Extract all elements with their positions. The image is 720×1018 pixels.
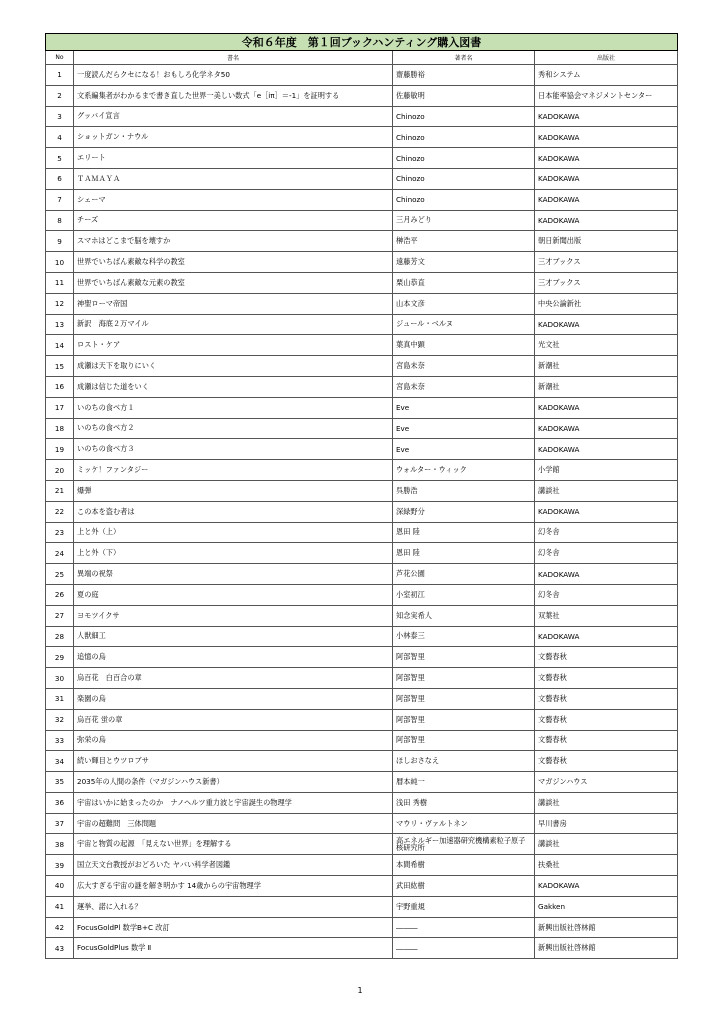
table-row [46, 397, 678, 418]
cell-author: Eve [393, 418, 535, 439]
cell-publisher: 双葉社 [535, 605, 678, 626]
cell-no: 27 [46, 605, 74, 626]
header-title: 書名 [74, 51, 393, 65]
cell-publisher: 小学館 [535, 460, 678, 481]
cell-no: 35 [46, 772, 74, 793]
table-row [46, 314, 678, 335]
table-row [46, 564, 678, 585]
table-row [46, 356, 678, 377]
cell-author: ジュール・ベルヌ [393, 314, 535, 335]
cell-author: 宇野重規 [393, 896, 535, 917]
cell-no: 11 [46, 272, 74, 293]
cell-publisher: KADOKAWA [535, 876, 678, 897]
cell-no: 21 [46, 480, 74, 501]
cell-title: 広大すぎる宇宙の謎を解き明かす 14歳からの宇宙物理学 [74, 876, 393, 897]
cell-author: ほしおさなえ [393, 751, 535, 772]
cell-publisher: 光文社 [535, 335, 678, 356]
cell-author: 榊浩平 [393, 231, 535, 252]
cell-author: 本間希樹 [393, 855, 535, 876]
cell-publisher: 幻冬舎 [535, 543, 678, 564]
cell-no: 5 [46, 148, 74, 169]
cell-publisher: 朝日新聞出版 [535, 231, 678, 252]
cell-publisher: KADOKAWA [535, 106, 678, 127]
cell-publisher: KADOKAWA [535, 314, 678, 335]
cell-publisher: 早川書房 [535, 813, 678, 834]
table-row [46, 189, 678, 210]
cell-no: 39 [46, 855, 74, 876]
cell-title: 弥栄の烏 [74, 730, 393, 751]
cell-title: 宇宙と物質の起源 「見えない世界」を理解する [74, 834, 393, 855]
table-row [46, 460, 678, 481]
cell-no: 6 [46, 168, 74, 189]
cell-title: 烏百花 蛍の章 [74, 709, 393, 730]
table-row [46, 751, 678, 772]
cell-title: シェーマ [74, 189, 393, 210]
cell-author: 武田紘樹 [393, 876, 535, 897]
cell-title: 運挙、諾に入れる？ [74, 896, 393, 917]
cell-no: 22 [46, 501, 74, 522]
table-row [46, 834, 678, 855]
header-publisher: 出版社 [535, 51, 678, 65]
cell-title: 2035年の人間の条件（マガジンハウス新書） [74, 772, 393, 793]
cell-title: 追憶の烏 [74, 647, 393, 668]
cell-title: 上と外（上） [74, 522, 393, 543]
cell-no: 34 [46, 751, 74, 772]
cell-no: 40 [46, 876, 74, 897]
cell-author: 呉勝浩 [393, 480, 535, 501]
cell-title: ＴＡＭＡＹＡ [74, 168, 393, 189]
cell-publisher: 文藝春秋 [535, 730, 678, 751]
cell-title: 世界でいちばん素敵な科学の教室 [74, 252, 393, 273]
cell-publisher: 三才ブックス [535, 252, 678, 273]
cell-publisher: KADOKAWA [535, 397, 678, 418]
table-row [46, 668, 678, 689]
cell-title: 世界でいちばん素敵な元素の教室 [74, 272, 393, 293]
cell-author: 遠藤芳文 [393, 252, 535, 273]
table-row [46, 938, 678, 959]
cell-author: 栗山恭直 [393, 272, 535, 293]
cell-publisher: 幻冬舎 [535, 522, 678, 543]
cell-title: グッバイ宣言 [74, 106, 393, 127]
cell-author: 阿部智里 [393, 647, 535, 668]
cell-no: 12 [46, 293, 74, 314]
table-row [46, 730, 678, 751]
table-row [46, 917, 678, 938]
table-row [46, 688, 678, 709]
cell-no: 23 [46, 522, 74, 543]
cell-title: チーズ [74, 210, 393, 231]
cell-publisher: 中央公論新社 [535, 293, 678, 314]
cell-title: 国立天文台教授がおどろいた ヤバい科学者図鑑 [74, 855, 393, 876]
table-row [46, 65, 678, 86]
cell-publisher: KADOKAWA [535, 501, 678, 522]
page-number: 1 [357, 986, 363, 995]
cell-title: 人獣細工 [74, 626, 393, 647]
cell-author: 小林泰三 [393, 626, 535, 647]
cell-title: いのちの食べ方２ [74, 418, 393, 439]
cell-no: 17 [46, 397, 74, 418]
cell-author: マウリ・ヴァルトネン [393, 813, 535, 834]
cell-author: 深緑野分 [393, 501, 535, 522]
table-row [46, 772, 678, 793]
table-row [46, 501, 678, 522]
cell-author: 阿部智里 [393, 688, 535, 709]
cell-no: 42 [46, 917, 74, 938]
cell-no: 29 [46, 647, 74, 668]
cell-title: いのちの食べ方１ [74, 397, 393, 418]
cell-publisher: KADOKAWA [535, 626, 678, 647]
cell-author: 阿部智里 [393, 730, 535, 751]
table-row [46, 709, 678, 730]
cell-title: スマホはどこまで脳を壊すか [74, 231, 393, 252]
cell-title: 宇宙の超難問 三体問題 [74, 813, 393, 834]
cell-publisher: 三才ブックス [535, 272, 678, 293]
cell-publisher: マガジンハウス [535, 772, 678, 793]
header-row [46, 51, 678, 65]
table-row [46, 480, 678, 501]
cell-no: 9 [46, 231, 74, 252]
cell-no: 14 [46, 335, 74, 356]
table-row [46, 335, 678, 356]
table-row [46, 168, 678, 189]
cell-author: 小室初江 [393, 584, 535, 605]
cell-publisher: KADOKAWA [535, 148, 678, 169]
cell-author: ウォルター・ウィック [393, 460, 535, 481]
cell-author: 佐藤敏明 [393, 85, 535, 106]
cell-author: ――― [393, 938, 535, 959]
cell-author: Eve [393, 397, 535, 418]
cell-author: Chinozo [393, 127, 535, 148]
table-row [46, 522, 678, 543]
cell-publisher: 日本能率協会マネジメントセンター [535, 85, 678, 106]
cell-title: FocusGoldPl 数学B+C 改訂 [74, 917, 393, 938]
cell-author: 三月みどり [393, 210, 535, 231]
cell-author: Eve [393, 439, 535, 460]
cell-no: 16 [46, 376, 74, 397]
table-row [46, 605, 678, 626]
cell-no: 41 [46, 896, 74, 917]
cell-author: 浅田 秀樹 [393, 792, 535, 813]
cell-no: 32 [46, 709, 74, 730]
cell-publisher: KADOKAWA [535, 168, 678, 189]
cell-no: 15 [46, 356, 74, 377]
table-body [46, 65, 678, 959]
cell-publisher: 文藝春秋 [535, 709, 678, 730]
cell-no: 24 [46, 543, 74, 564]
table-row [46, 85, 678, 106]
cell-no: 37 [46, 813, 74, 834]
cell-publisher: 文藝春秋 [535, 688, 678, 709]
cell-title: 楽園の烏 [74, 688, 393, 709]
cell-no: 1 [46, 65, 74, 86]
table-title-row [46, 34, 678, 51]
cell-author: Chinozo [393, 148, 535, 169]
cell-author: 阿部智里 [393, 709, 535, 730]
cell-publisher: 文藝春秋 [535, 647, 678, 668]
cell-author: ――― [393, 917, 535, 938]
cell-no: 25 [46, 564, 74, 585]
cell-title: この本を盗む者は [74, 501, 393, 522]
cell-publisher: 新潮社 [535, 376, 678, 397]
cell-title: 文系編集者がわかるまで書き直した世界一美しい数式「e［iπ］＝-1」を証明する [74, 85, 393, 106]
cell-author: 知念実希人 [393, 605, 535, 626]
cell-title: 上と外（下） [74, 543, 393, 564]
cell-author: 暦本純一 [393, 772, 535, 793]
cell-no: 8 [46, 210, 74, 231]
cell-publisher: KADOKAWA [535, 210, 678, 231]
cell-title: 烏百花 白百合の章 [74, 668, 393, 689]
book-list-sheet [45, 33, 677, 959]
table-row [46, 210, 678, 231]
cell-title: FocusGoldPlus 数学 Ⅱ [74, 938, 393, 959]
cell-title: いのちの食べ方３ [74, 439, 393, 460]
cell-title: 爆弾 [74, 480, 393, 501]
cell-publisher: 文藝春秋 [535, 751, 678, 772]
header-no: No [46, 51, 74, 65]
table-row [46, 418, 678, 439]
cell-author: Chinozo [393, 168, 535, 189]
cell-author: 高エネルギー加速器研究機構素粒子原子核研究所 [393, 834, 535, 855]
cell-no: 4 [46, 127, 74, 148]
cell-title: エリート [74, 148, 393, 169]
cell-publisher: 新興出版社啓林館 [535, 917, 678, 938]
table-title: 令和６年度 第１回ブックハンティング購入図書 [46, 34, 678, 51]
cell-no: 2 [46, 85, 74, 106]
book-list-table [45, 33, 678, 959]
header-author: 著者名 [393, 51, 535, 65]
table-row [46, 376, 678, 397]
table-row [46, 148, 678, 169]
cell-title: 夏の庭 [74, 584, 393, 605]
cell-title: ショットガン・ナウル [74, 127, 393, 148]
cell-publisher: Gakken [535, 896, 678, 917]
cell-author: 山本文彦 [393, 293, 535, 314]
cell-no: 33 [46, 730, 74, 751]
cell-author: 恩田 陸 [393, 543, 535, 564]
cell-title: 新訳 海底２万マイル [74, 314, 393, 335]
cell-publisher: KADOKAWA [535, 564, 678, 585]
cell-author: 恩田 陸 [393, 522, 535, 543]
cell-no: 28 [46, 626, 74, 647]
table-row [46, 293, 678, 314]
table-row [46, 876, 678, 897]
cell-title: ヨモツイクサ [74, 605, 393, 626]
cell-no: 3 [46, 106, 74, 127]
table-row [46, 855, 678, 876]
cell-author: 齋藤勝裕 [393, 65, 535, 86]
cell-no: 13 [46, 314, 74, 335]
cell-author: 芦花公園 [393, 564, 535, 585]
table-row [46, 647, 678, 668]
cell-no: 10 [46, 252, 74, 273]
cell-publisher: 秀和システム [535, 65, 678, 86]
cell-author: 宮島未奈 [393, 376, 535, 397]
cell-no: 18 [46, 418, 74, 439]
table-row [46, 626, 678, 647]
table-row [46, 272, 678, 293]
cell-no: 26 [46, 584, 74, 605]
table-row [46, 106, 678, 127]
cell-title: ロスト・ケア [74, 335, 393, 356]
table-row [46, 252, 678, 273]
cell-publisher: 講談社 [535, 792, 678, 813]
cell-no: 31 [46, 688, 74, 709]
cell-author: Chinozo [393, 189, 535, 210]
cell-title: 神聖ローマ帝国 [74, 293, 393, 314]
cell-publisher: KADOKAWA [535, 418, 678, 439]
cell-author: 阿部智里 [393, 668, 535, 689]
table-row [46, 439, 678, 460]
cell-publisher: 講談社 [535, 834, 678, 855]
cell-no: 43 [46, 938, 74, 959]
cell-publisher: 講談社 [535, 480, 678, 501]
cell-publisher: 扶桑社 [535, 855, 678, 876]
cell-no: 38 [46, 834, 74, 855]
cell-no: 20 [46, 460, 74, 481]
table-row [46, 127, 678, 148]
cell-author: Chinozo [393, 106, 535, 127]
table-row [46, 543, 678, 564]
cell-publisher: 新潮社 [535, 356, 678, 377]
cell-publisher: 新興出版社啓林館 [535, 938, 678, 959]
cell-title: 続い輝目とウツロブサ [74, 751, 393, 772]
cell-title: 宇宙はいかに始まったのか ナノヘルツ重力波と宇宙誕生の物理学 [74, 792, 393, 813]
cell-no: 7 [46, 189, 74, 210]
cell-no: 19 [46, 439, 74, 460]
cell-title: ミッケ！ファンタジー [74, 460, 393, 481]
table-row [46, 813, 678, 834]
table-row [46, 792, 678, 813]
table-row [46, 231, 678, 252]
table-row [46, 584, 678, 605]
cell-publisher: 文藝春秋 [535, 668, 678, 689]
cell-no: 30 [46, 668, 74, 689]
cell-author: 葉真中顕 [393, 335, 535, 356]
cell-publisher: KADOKAWA [535, 189, 678, 210]
cell-title: 一度読んだらクセになる！おもしろ化学ネタ50 [74, 65, 393, 86]
cell-publisher: 幻冬舎 [535, 584, 678, 605]
cell-author: 宮島未奈 [393, 356, 535, 377]
table-row [46, 896, 678, 917]
cell-title: 成瀬は天下を取りにいく [74, 356, 393, 377]
cell-publisher: KADOKAWA [535, 127, 678, 148]
cell-title: 異端の祝祭 [74, 564, 393, 585]
cell-no: 36 [46, 792, 74, 813]
cell-title: 成瀬は信じた道をいく [74, 376, 393, 397]
cell-publisher: KADOKAWA [535, 439, 678, 460]
